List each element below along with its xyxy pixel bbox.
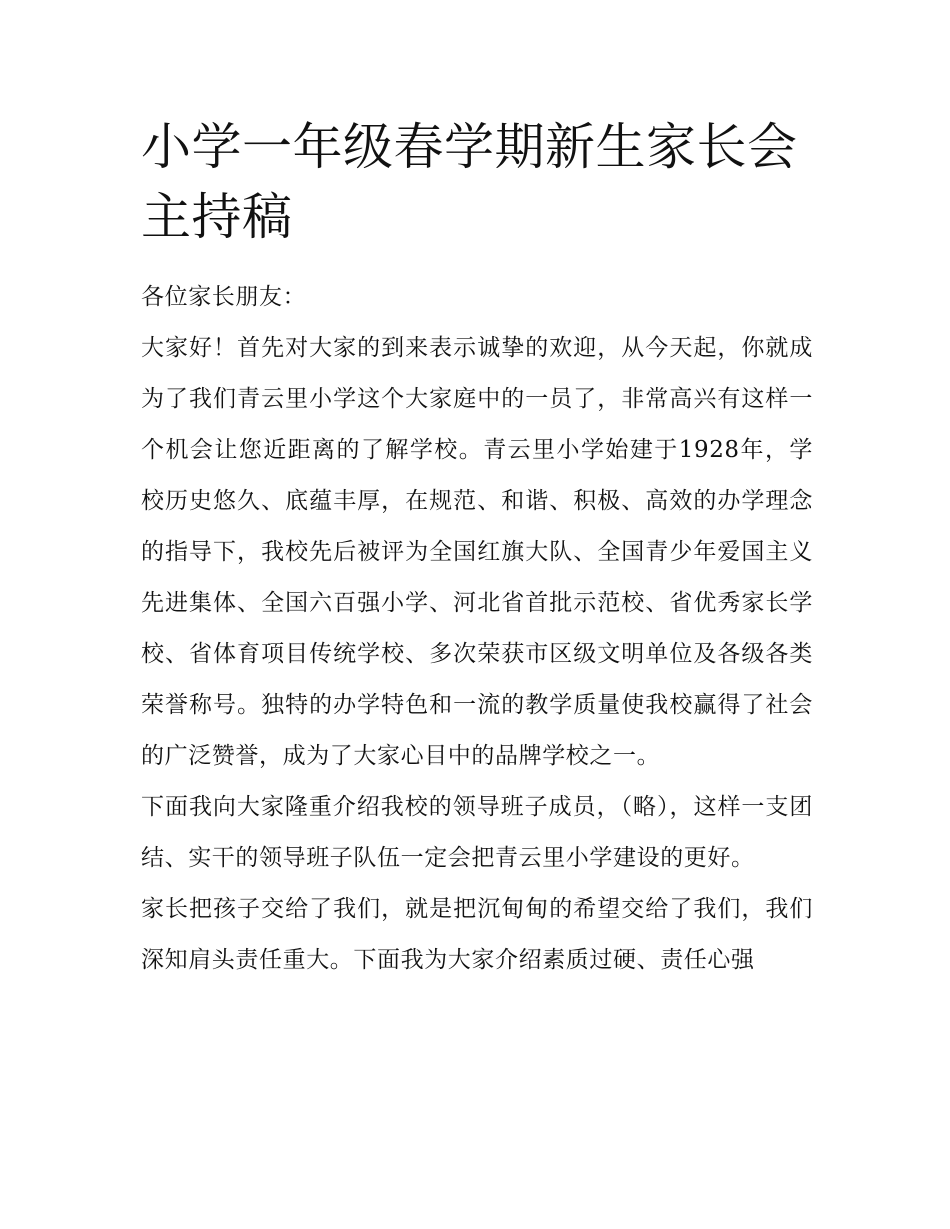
leadership-introduction-paragraph: 下面我向大家隆重介绍我校的领导班子成员，（略），这样一支团结、实干的领导班子队伍一定会把青云里小学建设的更好。 bbox=[141, 794, 813, 871]
document-body bbox=[141, 112, 813, 986]
salutation-paragraph: 各位家长朋友： bbox=[141, 284, 307, 310]
teacher-introduction-paragraph: 家长把孩子交给了我们，就是把沉甸甸的希望交给了我们，我们深知肩头责任重大。下面我为大家介绍素质过硬、责任心强 bbox=[141, 896, 813, 973]
school-introduction-paragraph: 大家好！首先对大家的到来表示诚挚的欢迎，从今天起，你就成为了我们青云里小学这个大家庭中的一员了，非常高兴有这样一个机会让您近距离的了解学校。青云里小学始建于1928年，学校历史悠久、底蕴丰厚，在规范、和谐、积极、高效的办学理念的指导下，我校先后被评为全国红旗大队、全国青少年爱国主义先进集体、全国六百强小学、河北省首批示范校、省优秀家长学校、省体育项目传统学校、多次荣获市区级文明单位及各级各类荣誉称号。独特的办学特色和一流的教学质量使我校赢得了社会的广泛赞誉，成为了大家心目中的品牌学校之一。 bbox=[141, 335, 813, 769]
document-title: 小学一年级春学期新生家长会主持稿 bbox=[141, 118, 798, 246]
